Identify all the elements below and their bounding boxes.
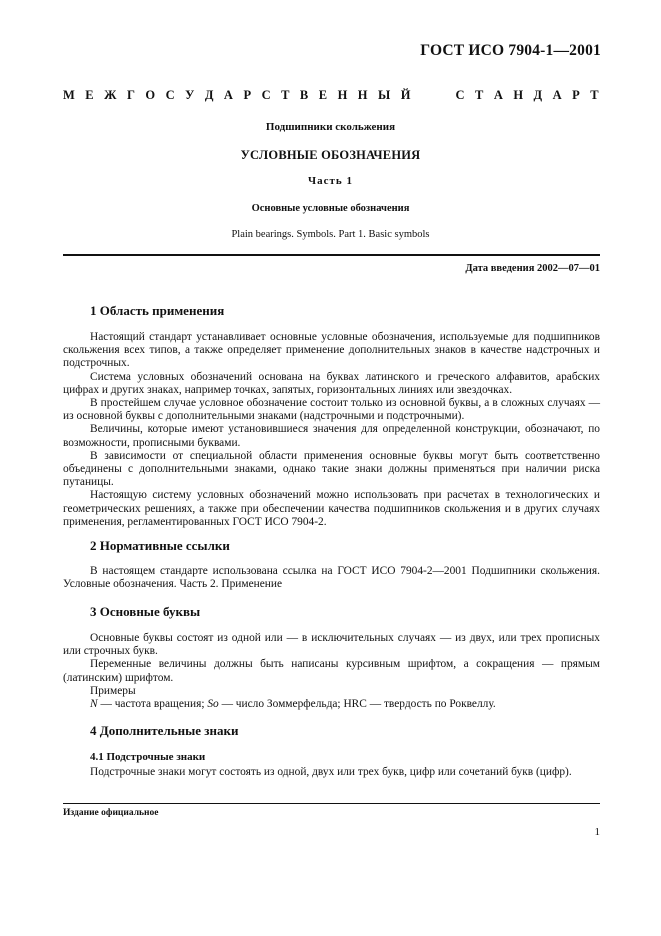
paragraph: Величины, которые имеют установившиеся значения для определенной конструкции, обозначают, по возможности, прописными буквами. — [63, 423, 600, 449]
symbol-so: So — [207, 698, 219, 711]
banner-letter: Ж — [104, 88, 117, 102]
banner-letter: Ы — [378, 88, 391, 102]
title-subject: Подшипники скольжения — [265, 121, 396, 133]
subsection-4-1-heading: 4.1 Подстрочные знаки — [90, 751, 206, 763]
introduction-date: Дата введения 2002—07—01 — [465, 263, 600, 274]
banner-letter: Н — [337, 88, 348, 102]
banner-letter: С — [165, 88, 175, 102]
paragraph: Основные буквы состоят из одной или — в исключительных случаях — из двух, или трех прописных или строчных букв. — [63, 632, 600, 658]
footer-rule — [63, 803, 600, 804]
banner-letter: Р — [243, 88, 252, 102]
banner-letter: Е — [318, 88, 328, 102]
section-2-heading: 2 Нормативные ссылки — [90, 538, 230, 553]
banner-letter: Д — [204, 88, 214, 102]
banner-letter: А — [223, 88, 233, 102]
standard-banner — [63, 88, 599, 103]
banner-letter: Й — [400, 88, 411, 102]
banner-letter: Т — [281, 88, 290, 102]
banner-letter: Д — [533, 88, 543, 102]
symbol-n: N — [90, 698, 98, 711]
document-code: ГОСТ ИСО 7904-1—2001 — [420, 42, 601, 59]
banner-letter: А — [493, 88, 503, 102]
title-part-name: Основные условные обозначения — [251, 203, 410, 214]
banner-letter: Р — [572, 88, 580, 102]
paragraph: В настоящем стандарте использована ссылка на ГОСТ ИСО 7904-2—2001 Подшипники скольжения. Условные обозначения. Часть 2. Применение — [63, 565, 600, 591]
banner-letter: С — [261, 88, 271, 102]
page-number: 1 — [594, 826, 600, 838]
banner-letter: Н — [357, 88, 368, 102]
paragraph: Система условных обозначений основана на буквах латинского и греческого алфавитов, арабских цифрах и других знаках, например точках, запятых, горизонтальных линиях или звездочках. — [63, 370, 600, 396]
example-text: — частота вращения; — [97, 698, 208, 711]
paragraph: Примеры — [90, 684, 136, 697]
banner-letter: Т — [590, 88, 599, 102]
banner-letter: Н — [513, 88, 524, 102]
banner-letter: Е — [85, 88, 94, 102]
title-part: Часть 1 — [308, 175, 353, 187]
edition-label: Издание официальное — [63, 808, 159, 818]
paragraph: В простейшем случае условное обозначение состоит только из основной буквы, а в сложных случаях — из основной буквы с дополнительными знаками (надстрочными и подстрочными). — [63, 397, 600, 423]
header-rule — [63, 254, 600, 256]
banner-letter: С — [455, 88, 465, 102]
section-4-heading: 4 Дополнительные знаки — [90, 723, 239, 738]
section-1-heading: 1 Область применения — [90, 303, 225, 318]
paragraph: Настоящий стандарт устанавливает основные условные обозначения, используемые для подшипников скольжения всех типов, а также определяет применение дополнительных знаков в качестве надстрочных и подстрочных. — [63, 331, 600, 370]
banner-letter: А — [552, 88, 562, 102]
example-text: — число Зоммерфельда; HRC — твердость по Роквеллу. — [218, 698, 496, 711]
banner-letter: Г — [126, 88, 135, 102]
title-main: УСЛОВНЫЕ ОБОЗНАЧЕНИЯ — [240, 148, 421, 162]
section-3-heading: 3 Основные буквы — [90, 604, 201, 619]
banner-letter: О — [145, 88, 156, 102]
paragraph: Подстрочные знаки могут состоять из одной, двух или трех букв, цифр или сочетаний букв (цифр). — [90, 766, 572, 778]
banner-letter: В — [299, 88, 309, 102]
paragraph: Переменные величины должны быть написаны курсивным шрифтом, а сокращения — прямым (латинским) шрифтом. — [63, 658, 600, 684]
examples-line — [63, 698, 600, 711]
section-2-body — [63, 565, 600, 591]
title-english: Plain bearings. Symbols. Part 1. Basic symbols — [231, 229, 430, 240]
banner-word-gap — [421, 88, 445, 103]
banner-letter: Т — [474, 88, 484, 102]
banner-letter: У — [185, 88, 195, 102]
banner-letter: М — [63, 88, 75, 102]
paragraph: В зависимости от специальной области применения основные буквы могут быть соответственно объединены с дополнительными знаками, однако такие знаки должны применяться при наличии риска путаницы. — [63, 449, 600, 489]
section-3-body — [63, 632, 600, 711]
section-1-body — [63, 331, 600, 529]
section-4-body — [63, 766, 600, 779]
paragraph: Настоящую систему условных обозначений можно использовать при расчетах в технологических и геометрических решениях, а также при обеспечении качества подшипников скольжения и в других случаях применения, регламентированных ГОСТ ИСО 7904-2. — [63, 489, 600, 528]
